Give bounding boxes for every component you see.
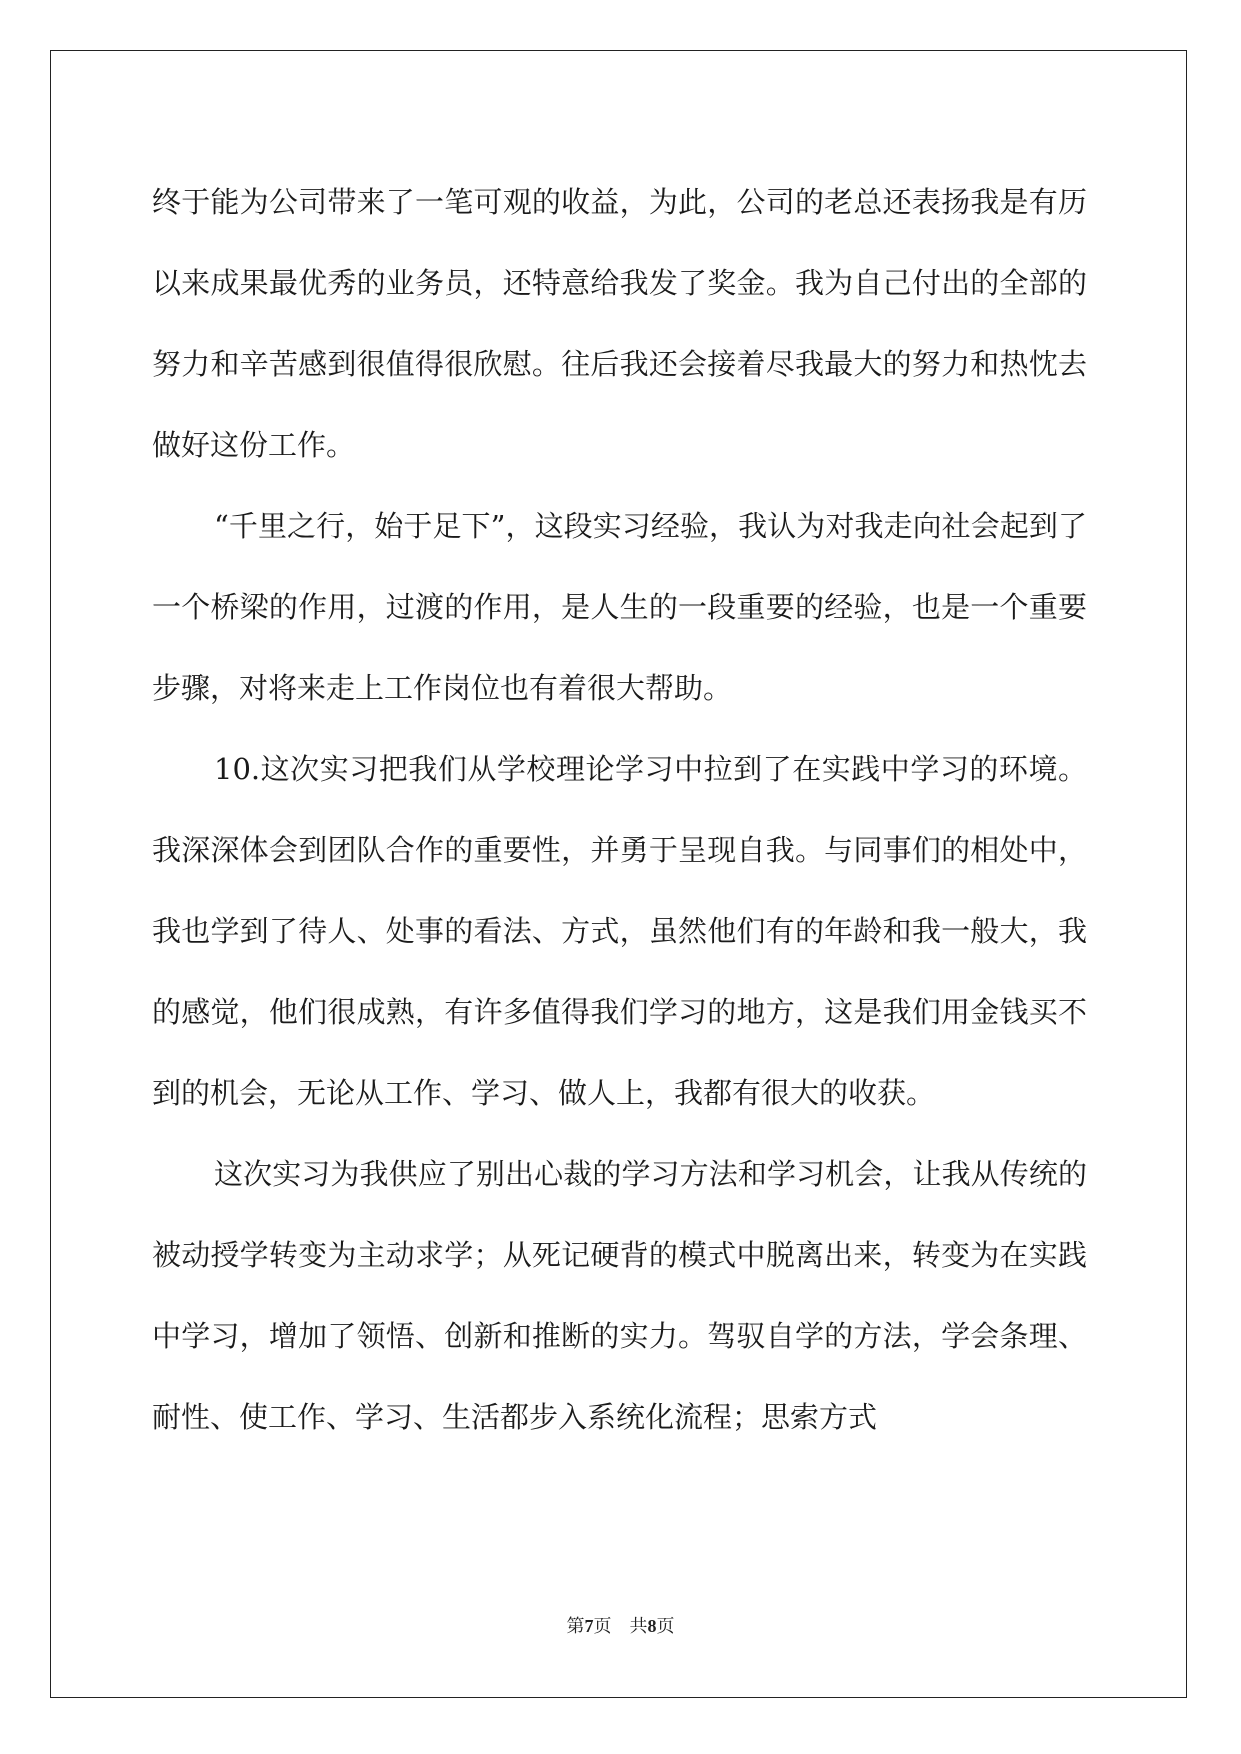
paragraph-4: 这次实习为我供应了别出心裁的学习方法和学习机会，让我从传统的被动授学转变为主动求学；从死记硬背的模式中脱离出来，转变为在实践中学习，增加了领悟、创新和推断的实力。驾驭自学的方法，学会条理、耐性、使工作、学习、生活都步入系统化流程；思索方式 [152, 1157, 1087, 1434]
footer-middle: 页 共 [593, 1616, 648, 1637]
paragraph-1: 终于能为公司带来了一笔可观的收益，为此，公司的老总还表扬我是有历以来成果最优秀的业务员，还特意给我发了奖金。我为自己付出的全部的努力和辛苦感到很值得很欣慰。往后我还会接着尽我最大的努力和热忱去做好这份工作。 [152, 185, 1087, 462]
total-page-number: 8 [647, 1616, 657, 1636]
document-body [152, 162, 1087, 1458]
current-page-number: 7 [584, 1616, 594, 1636]
footer-prefix: 第 [566, 1616, 585, 1637]
page-footer [0, 1612, 1241, 1638]
paragraph-3: 10.这次实习把我们从学校理论学习中拉到了在实践中学习的环境。我深深体会到团队合作的重要性，并勇于呈现自我。与同事们的相处中，我也学到了待人、处事的看法、方式，虽然他们有的年龄和我一般大，我的感觉，他们很成熟，有许多值得我们学习的地方，这是我们用金钱买不到的机会，无论从工作、学习、做人上，我都有很大的收获。 [152, 752, 1087, 1110]
footer-suffix: 页 [656, 1616, 675, 1637]
paragraph-2: “千里之行，始于足下”，这段实习经验，我认为对我走向社会起到了一个桥梁的作用，过渡的作用，是人生的一段重要的经验，也是一个重要步骤，对将来走上工作岗位也有着很大帮助。 [152, 509, 1087, 705]
